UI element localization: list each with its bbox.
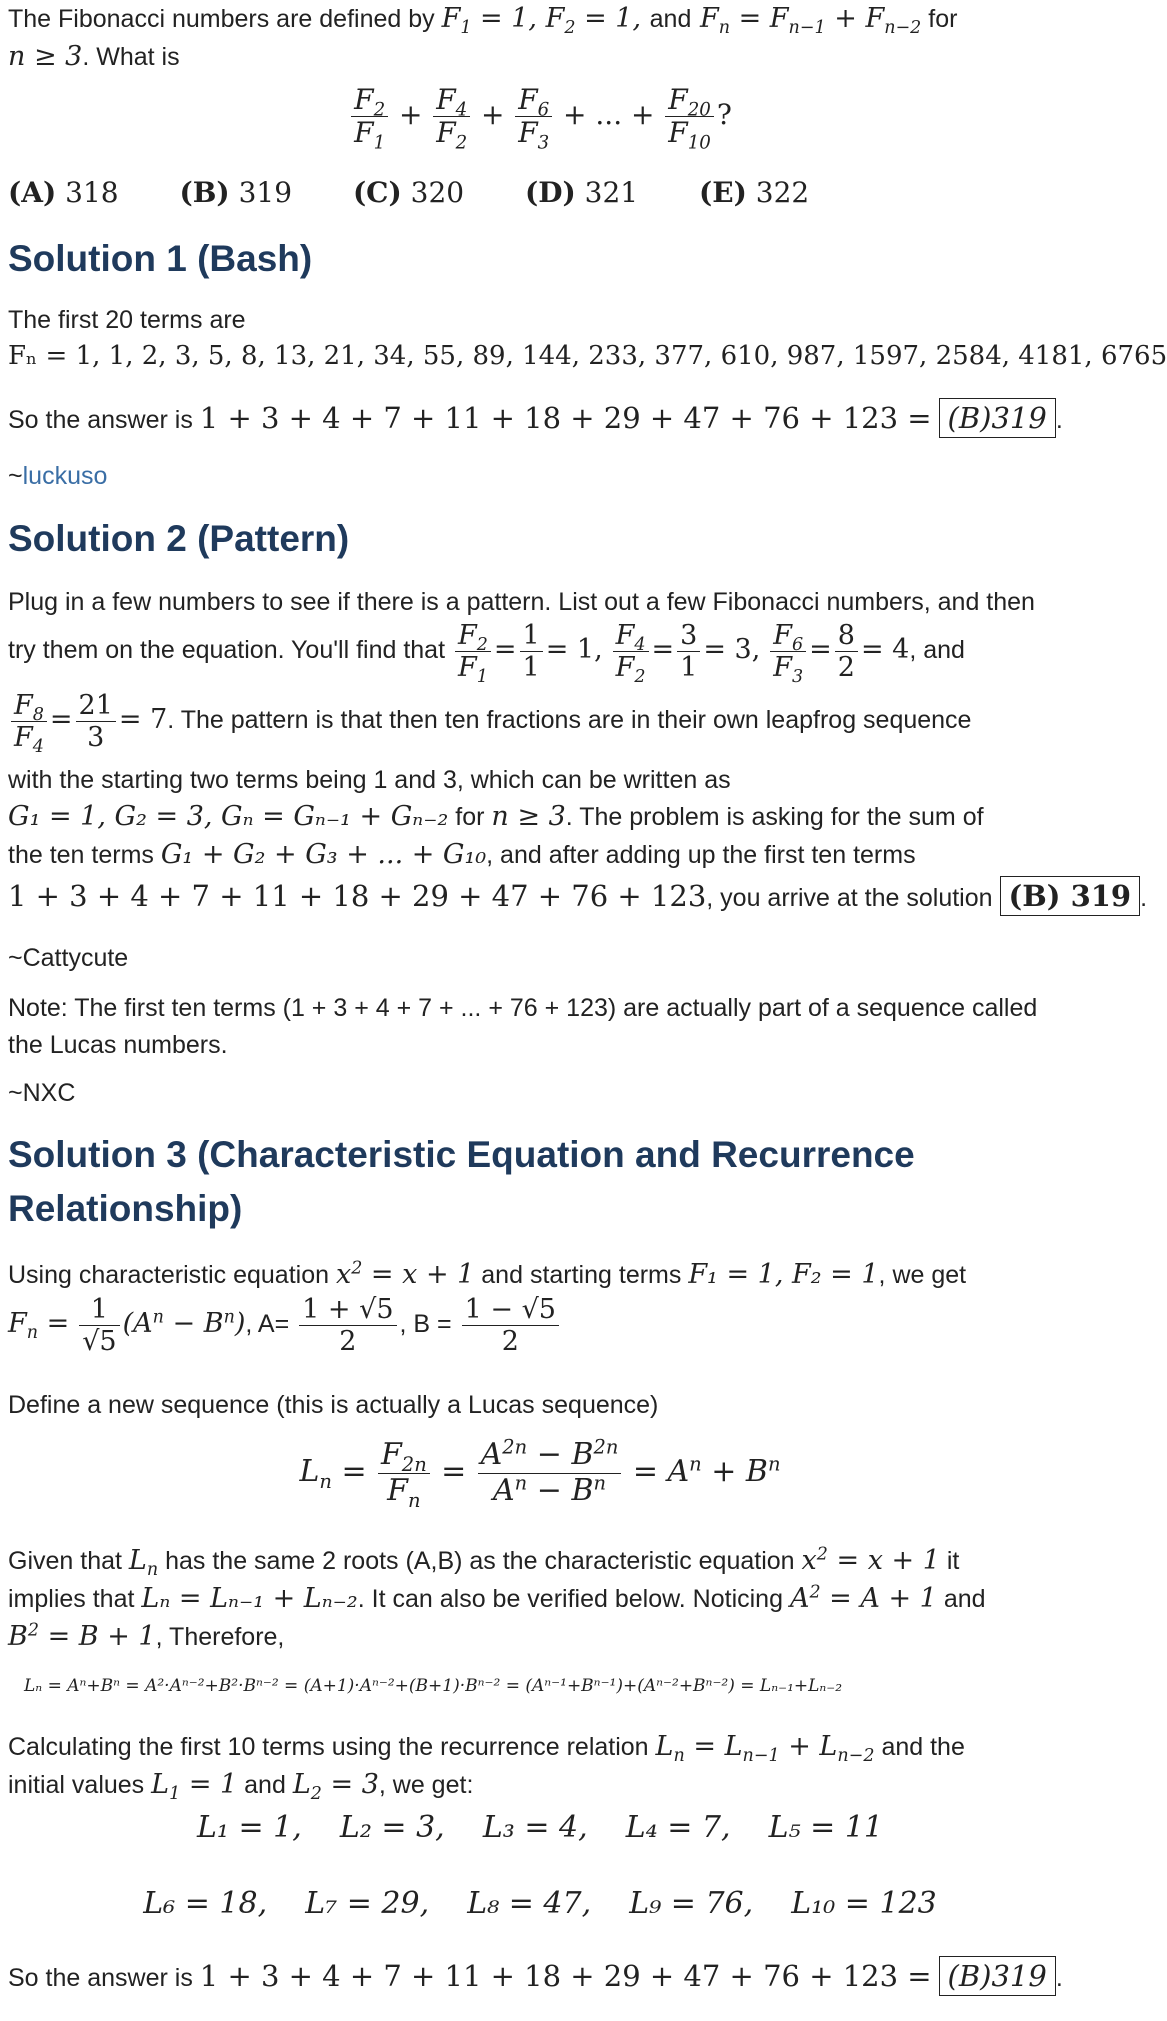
choice-d: (D) 321 (524, 176, 639, 209)
choice-c: (C) 320 (352, 176, 465, 209)
answer-choices (8, 176, 861, 209)
solution3-answer-box: (B)319 (939, 1956, 1056, 1996)
fib-definition: $F_1 = 1$, $F_2 = 1$, and $F_n = F_{n-1} + F_{n-2}$ (441, 3, 922, 39)
solution3-p2: Define a new sequence (this is actually a Lucas sequence) (8, 1391, 659, 1419)
choice-e: (E) 322 (699, 176, 810, 209)
solution3-p3: Given that $L_n$ has the same 2 roots (A,B) as the characteristic equation $x^2 = x + 1$ it (8, 1544, 960, 1581)
solution3-p6: Calculating the first 10 terms using the recurrence relation $L_n = L_{n-1} + L_{n-2}$ and the (8, 1731, 965, 1767)
solution3-p5: $B^2 = B + 1$, Therefore, (8, 1620, 285, 1652)
frac-f20-f10: $\frac{F_{20}}{F_{10}}$ (665, 84, 714, 149)
author-link-luckuso[interactable]: luckuso (22, 462, 108, 490)
solution3-binet: $F_n$ = $\frac{1}{√5}$ $(A^n - B^n)$, A= $\frac{1 + √5}{2}$ , B = $\frac{1 - √5}{2}$ (8, 1294, 562, 1357)
solution3-p1: Using characteristic equation $x^2 = x + 1$ and starting terms F₁ = 1, F₂ = 1, we get (8, 1258, 967, 1290)
choice-b: (B) 319 (179, 176, 293, 209)
frac-f6-f3: $\frac{F_6}{F_3}$ (515, 84, 552, 149)
solution2-p3: $\frac{F_8}{F_4}$ = $\frac{21}{3}$ = 7. The pattern is that then ten fractions are in their own leapfrog sequence (8, 690, 971, 753)
solution1-line1: The first 20 terms are (8, 306, 246, 334)
solution3-derivation: Lₙ = Aⁿ+Bⁿ = A²·Aⁿ⁻²+B²·Bⁿ⁻² = (A+1)·Aⁿ⁻²+(B+1)·Bⁿ⁻² = (Aⁿ⁻¹+Bⁿ⁻¹)+(Aⁿ⁻²+Bⁿ⁻²) = Lₙ₋₁+Lₙ₋₂ (24, 1676, 843, 1696)
solution2-p2: try them on the equation. You'll find that $\frac{F_2}{F_1}$ = $\frac{1}{1}$ = 1, $\frac{F_4}{F_2}$ = $\frac{3}{1}$ = 3, $\frac{F_6}{F_3}$ = $\frac{8}{2}$ = 4, and (8, 620, 965, 688)
solution3-heading: Solution 3 (Characteristic Equation and Recurrence Relationship) (8, 1134, 915, 1229)
solution1-terms: Fₙ = 1, 1, 2, 3, 5, 8, 13, 21, 34, 55, 89, 144, 233, 377, 610, 987, 1597, 2584, 4181, 6765 (8, 341, 1167, 371)
choice-a: (A) 318 (8, 176, 119, 209)
solution3-p4: implies that Lₙ = Lₙ₋₁ + Lₙ₋₂. It can also be verified below. Noticing $A^2 = A + 1$ and (8, 1582, 986, 1614)
solution2-note: Note: The first ten terms (1 + 3 + 4 + 7 + ... + 76 + 123) are actually part of a sequence called the Lucas numbers. (8, 994, 1038, 1059)
solution2-p4: with the starting two terms being 1 and 3, which can be written as (8, 766, 731, 794)
problem-intro: The Fibonacci numbers are defined by $F_1 = 1$, $F_2 = 1$, and $F_n = F_{n-1} + F_{n-2}$ for (8, 3, 958, 39)
lucas-definition: $L_n$ = $\frac{F_{2n}}{F_n}$ = $\frac{A^{2n} - B^{2n}}{A^n - B^n}$ = $A^n + B^n$ (299, 1435, 781, 1512)
solution2-p7: 1 + 3 + 4 + 7 + 11 + 18 + 29 + 47 + 76 + 123, you arrive at the solution (B) 319 . (8, 876, 1147, 917)
frac-f2-f1: $\frac{F_2}{F_1}$ (351, 84, 388, 149)
lucas-terms-row1: L₁ = 1, L₂ = 3, L₃ = 4, L₄ = 7, L₅ = 11 (196, 1810, 884, 1845)
problem-intro-2: n ≥ 3. What is (8, 41, 180, 72)
solution3-p7: initial values $L_1 = 1$ and $L_2 = 3$, we get: (8, 1769, 474, 1805)
lucas-terms-row2: L₆ = 18, L₇ = 29, L₈ = 47, L₉ = 76, L₁₀ = 123 (143, 1886, 937, 1921)
solution2-answer-box: (B) 319 (1000, 876, 1141, 916)
solution3-answer: So the answer is 1 + 3 + 4 + 7 + 11 + 18 + 29 + 47 + 76 + 123 = (B)319 . (8, 1956, 1063, 1997)
solution1-author: ~luckuso (8, 462, 108, 490)
solution2-p6: the ten terms G₁ + G₂ + G₃ + ... + G₁₀, and after adding up the first ten terms (8, 839, 916, 870)
solution1-heading: Solution 1 (Bash) (8, 238, 313, 279)
solution2-note-author: ~NXC (8, 1079, 76, 1107)
solution1-answer-box: (B)319 (939, 398, 1056, 438)
solution2-p1: Plug in a few numbers to see if there is a pattern. List out a few Fibonacci numbers, and then (8, 588, 1035, 616)
solution2-author: ~Cattycute (8, 944, 129, 972)
frac-f4-f2: $\frac{F_4}{F_2}$ (433, 84, 470, 149)
solution2-heading: Solution 2 (Pattern) (8, 518, 350, 559)
problem-sum-expression: $\frac{F_2}{F_1}$ + $\frac{F_4}{F_2}$ + $\frac{F_6}{F_3}$ + ... + $\frac{F_{20}}{F_{10}}$ ? (8, 84, 1072, 149)
solution1-answer: So the answer is 1 + 3 + 4 + 7 + 11 + 18 + 29 + 47 + 76 + 123 = (B)319 . (8, 398, 1063, 439)
solution2-p5: G₁ = 1, G₂ = 3, Gₙ = Gₙ₋₁ + Gₙ₋₂ for n ≥ 3. The problem is asking for the sum of (8, 801, 984, 832)
